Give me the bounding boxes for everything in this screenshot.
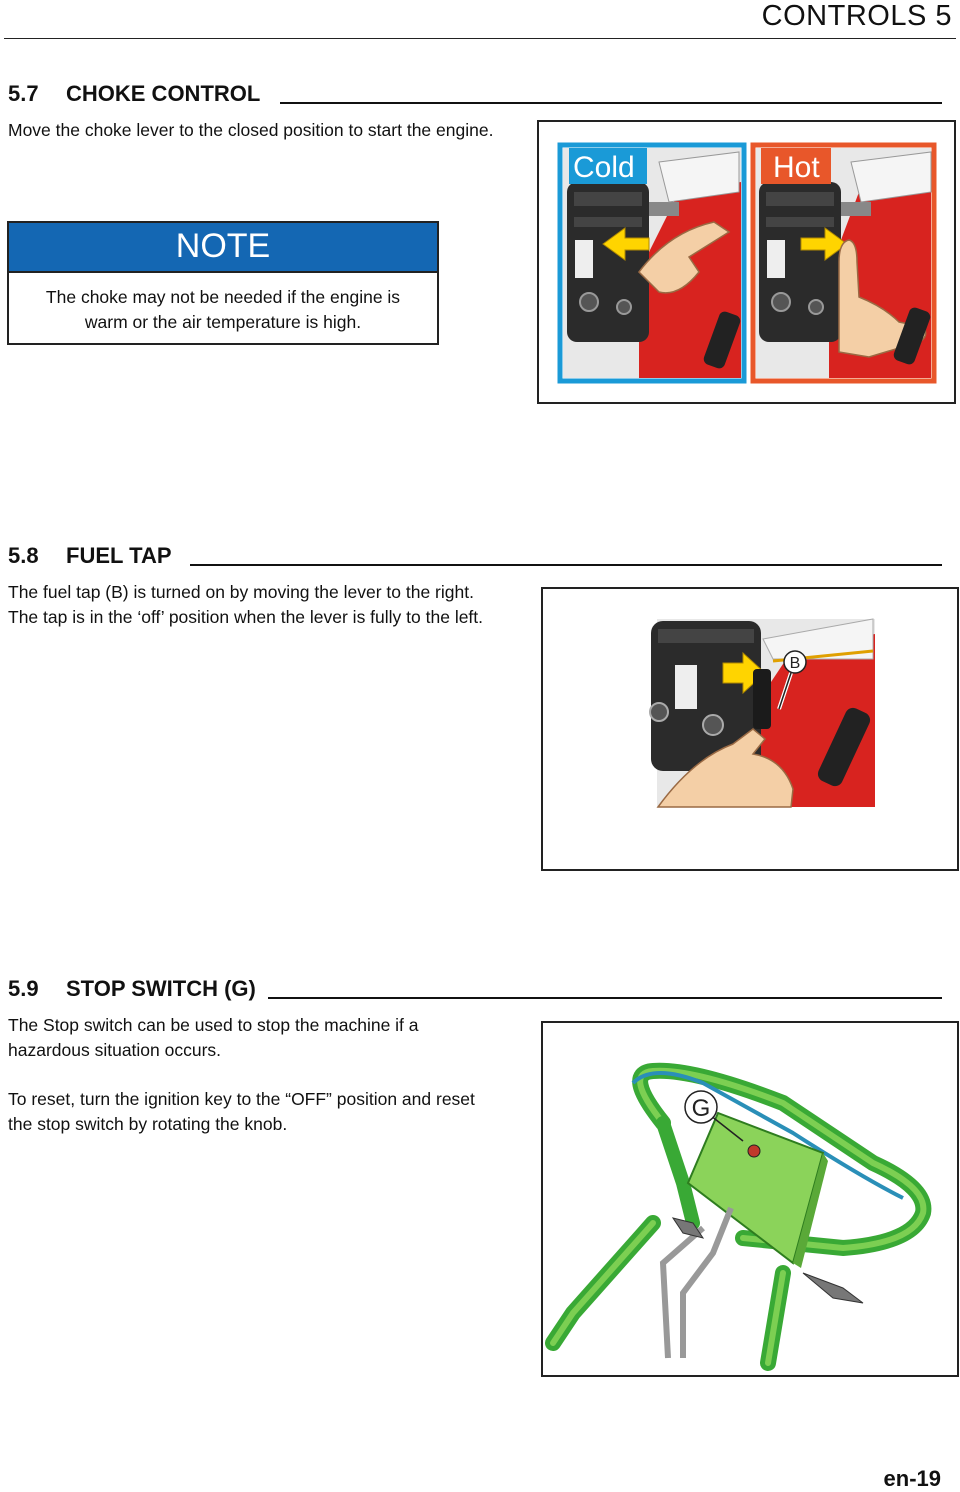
section-title: FUEL TAP <box>66 543 172 568</box>
fuel-line: The tap is in the ‘off’ position when the lever is fully to the left. <box>8 607 484 627</box>
fuel-instructions <box>8 580 568 630</box>
section-rule <box>280 102 942 104</box>
stop-switch-illustration <box>543 1023 957 1375</box>
note-line: warm or the air temperature is high. <box>84 312 362 332</box>
callout-b-label: B <box>789 655 801 672</box>
cold-label: Cold <box>573 151 635 184</box>
choke-instructions: Move the choke lever to the closed position to start the engine. <box>8 120 494 140</box>
hot-panel <box>753 145 934 381</box>
choke-illustration <box>539 122 954 402</box>
fuel-tap-illustration <box>543 589 957 869</box>
page-header-title: CONTROLS 5 <box>761 0 952 32</box>
section-heading-stop <box>8 976 256 1002</box>
fuel-line: The fuel tap (B) is turned on by moving the lever to the right. <box>8 582 474 602</box>
note-box <box>7 221 439 345</box>
section-heading-choke <box>8 81 260 107</box>
section-number: 5.9 <box>8 976 39 1001</box>
cold-panel <box>560 145 744 381</box>
note-line: The choke may not be needed if the engine is <box>45 287 401 307</box>
section-number: 5.8 <box>8 543 39 568</box>
stop-line: the stop switch by rotating the knob. <box>8 1114 288 1134</box>
stop-switch-figure-frame <box>541 1021 959 1377</box>
stop-line: To reset, turn the ignition key to the “OFF” position and reset <box>8 1089 475 1109</box>
stop-line: The Stop switch can be used to stop the machine if a <box>8 1015 419 1035</box>
choke-figure-frame <box>537 120 956 404</box>
section-rule <box>190 564 942 566</box>
section-heading-fuel <box>8 543 172 569</box>
section-rule <box>268 997 942 999</box>
section-title: CHOKE CONTROL <box>66 81 261 106</box>
stop-line: hazardous situation occurs. <box>8 1040 222 1060</box>
fuel-figure-frame <box>541 587 959 871</box>
callout-g-label: G <box>691 1095 711 1122</box>
section-title: STOP SWITCH (G) <box>66 976 256 1001</box>
hot-label: Hot <box>773 151 820 184</box>
stop-switch-knob <box>748 1145 760 1157</box>
note-text <box>9 273 437 335</box>
section-number: 5.7 <box>8 81 39 106</box>
note-heading: NOTE <box>9 223 437 273</box>
stop-instructions <box>8 1013 528 1137</box>
header-divider <box>4 38 956 39</box>
page-number: en-19 <box>883 1466 941 1491</box>
